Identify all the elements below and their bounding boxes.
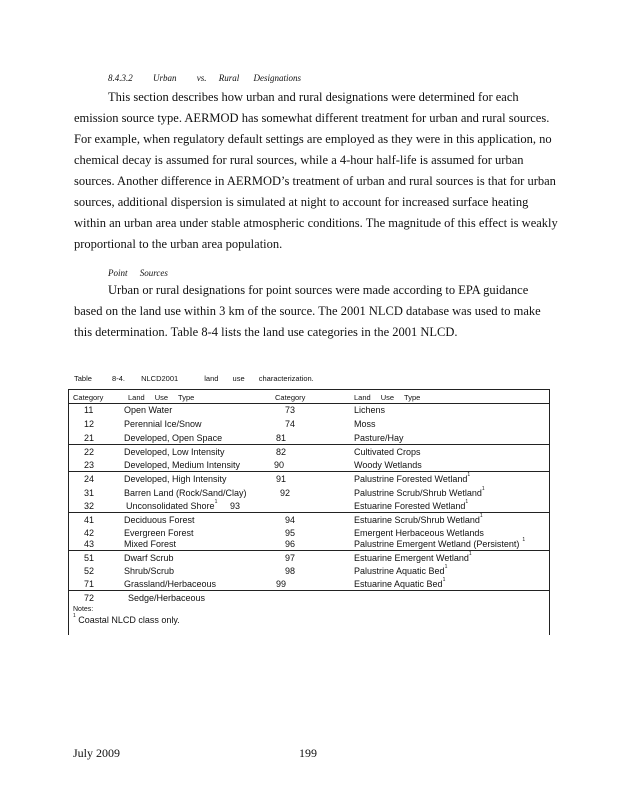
section-title-word: Urban: [153, 73, 177, 83]
category-code: 21: [84, 433, 95, 443]
land-use-type: Pasture/Hay: [354, 433, 404, 443]
header-rule: [68, 403, 550, 404]
subsection-title-word: Point: [108, 268, 128, 278]
land-use-type-text: Palustrine Aquatic Bed: [354, 566, 445, 576]
land-use-type: Evergreen Forest: [124, 528, 194, 538]
category-code: 41: [84, 515, 95, 525]
section-title-word: vs.: [196, 73, 207, 83]
category-code: 90: [274, 460, 285, 470]
footnote-marker: 1: [465, 499, 469, 505]
category-code: 24: [84, 474, 95, 484]
footnote-marker: 1: [73, 613, 76, 619]
category-code: 82: [276, 447, 287, 457]
land-use-type: [126, 501, 217, 511]
land-use-type: Sedge/Herbaceous: [128, 593, 206, 603]
paragraph-line: For example, when regulatory default settings are employed as they were in this application, no: [74, 132, 552, 146]
land-use-type: Shrub/Scrub: [124, 566, 175, 576]
land-use-type: Cultivated Crops: [354, 447, 421, 457]
paragraph-line: chemical decay is assumed for rural sources, while a 4-hour half-life is assumed for urban: [74, 153, 524, 167]
category-code: 12: [84, 419, 95, 429]
land-use-type: Deciduous Forest: [124, 515, 195, 525]
land-use-type: Moss: [354, 419, 376, 429]
category-code: 96: [285, 539, 296, 549]
land-use-type-text: Palustrine Scrub/Shrub Wetland: [354, 488, 482, 498]
category-code: 81: [276, 433, 287, 443]
group-divider: [68, 471, 550, 472]
category-code: 94: [285, 515, 296, 525]
header-category-left: Category: [73, 393, 104, 402]
paragraph-line: proportional to the urban area population.: [74, 237, 283, 251]
footnote-marker: 1: [481, 486, 485, 492]
category-code: 92: [280, 488, 291, 498]
subsection-heading: [108, 268, 168, 278]
footnote-text: Coastal NLCD class only.: [78, 615, 180, 625]
paragraph-line: Urban or rural designations for point sources were made according to EPA guidance: [108, 283, 529, 297]
category-code: 42: [84, 528, 95, 538]
category-code: 73: [285, 405, 296, 415]
land-use-type: Emergent Herbaceous Wetlands: [354, 528, 484, 538]
section-number: 8.4.3.2: [108, 73, 133, 83]
footnote-marker: 1: [522, 537, 526, 543]
category-code: 31: [84, 488, 95, 498]
land-use-type: Mixed Forest: [124, 539, 177, 549]
land-use-type: Barren Land (Rock/Sand/Clay): [124, 488, 247, 498]
category-code: 71: [84, 579, 95, 589]
group-divider: [68, 550, 550, 551]
footnote-marker: 1: [442, 577, 446, 583]
category-code: 52: [84, 566, 95, 576]
land-use-type-text: Estuarine Aquatic Bed: [354, 579, 443, 589]
land-use-type-text: Estuarine Emergent Wetland: [354, 553, 469, 563]
header-land-use-left: Land Use Type: [128, 393, 195, 402]
land-use-type: Perennial Ice/Snow: [124, 419, 202, 429]
category-code: 99: [276, 579, 287, 589]
table-top-rule: [68, 389, 550, 390]
footnote-marker: 1: [467, 472, 471, 478]
land-use-type: [354, 553, 472, 563]
paragraph-line: sources. Another difference in AERMOD’s treatment of urban and rural sources is that for urban: [74, 174, 556, 188]
caption-word: land: [204, 374, 219, 383]
category-code: 23: [84, 460, 95, 470]
paragraph-line: emission source type. AERMOD has somewhat different treatment for urban and rural sources.: [74, 111, 550, 125]
land-use-type: Woody Wetlands: [354, 460, 422, 470]
footnote-marker: 1: [214, 499, 218, 505]
land-use-type: Dwarf Scrub: [124, 553, 174, 563]
header-land-use-right: Land Use Type: [354, 393, 421, 402]
category-code: 32: [84, 501, 95, 511]
land-use-type: [354, 488, 485, 498]
land-use-type: [354, 579, 445, 589]
land-use-type: Lichens: [354, 405, 386, 415]
land-use-type: [354, 501, 468, 511]
footnote-marker: 1: [468, 551, 472, 557]
category-code: 22: [84, 447, 95, 457]
land-use-type: [354, 515, 483, 525]
land-use-type: Developed, Medium Intensity: [124, 460, 241, 470]
subsection-title-word: Sources: [139, 268, 168, 278]
land-use-type-text: Palustrine Emergent Wetland (Persistent): [354, 539, 520, 549]
section-heading: [108, 73, 301, 83]
group-divider: [68, 590, 550, 591]
category-code: 43: [84, 539, 95, 549]
category-code: 95: [285, 528, 296, 538]
paragraph-line: based on the land use within 3 km of the source. The 2001 NLCD database was used to make: [74, 304, 541, 318]
section-title-word: Designations: [253, 73, 302, 83]
land-use-type: [354, 474, 470, 484]
category-code: 72: [84, 593, 95, 603]
footnote-marker: 1: [479, 513, 483, 519]
category-code: 91: [276, 474, 287, 484]
land-use-type: [354, 566, 447, 576]
land-use-type-text: Palustrine Forested Wetland: [354, 474, 468, 484]
group-divider: [68, 512, 550, 513]
land-use-type: Developed, High Intensity: [124, 474, 227, 484]
category-code: 98: [285, 566, 296, 576]
land-use-type: Developed, Low Intensity: [124, 447, 225, 457]
paragraph-line: within an urban area under stable atmospheric conditions. The magnitude of this effect is weakly: [74, 216, 558, 230]
notes-label: Notes:: [73, 606, 94, 613]
land-use-type: Grassland/Herbaceous: [124, 579, 217, 589]
category-code: 51: [84, 553, 95, 563]
land-use-type-text: Estuarine Forested Wetland: [354, 501, 466, 511]
paragraph-line: sources, additional dispersion is simulated at night to account for increased surface heating: [74, 195, 529, 209]
land-use-type: [354, 539, 525, 549]
land-use-type: Developed, Open Space: [124, 433, 223, 443]
page-number: 199: [299, 746, 317, 760]
caption-word: use: [232, 374, 245, 383]
footnote-marker: 1: [444, 564, 448, 570]
land-use-type: Open Water: [124, 405, 173, 415]
footer-date: July 2009: [73, 746, 121, 760]
category-code: 93: [230, 501, 241, 511]
land-use-type-text: Estuarine Scrub/Shrub Wetland: [354, 515, 480, 525]
caption-word: Table: [74, 374, 92, 383]
header-category-right: Category: [275, 393, 306, 402]
caption-word: 8-4.: [112, 374, 125, 383]
footnote: [73, 615, 180, 625]
caption-word: characterization.: [258, 374, 314, 383]
group-divider: [68, 444, 550, 445]
caption-word: NLCD2001: [141, 374, 179, 383]
paragraph-line: This section describes how urban and rural designations were determined for each: [108, 90, 519, 104]
category-code: 97: [285, 553, 296, 563]
category-code: 11: [84, 405, 94, 415]
paragraph-line: this determination. Table 8-4 lists the land use categories in the 2001 NLCD.: [74, 325, 458, 339]
section-title-word: Rural: [218, 73, 240, 83]
category-code: 74: [285, 419, 296, 429]
table-caption: [74, 374, 314, 383]
land-use-type-text: Unconsolidated Shore: [126, 501, 215, 511]
